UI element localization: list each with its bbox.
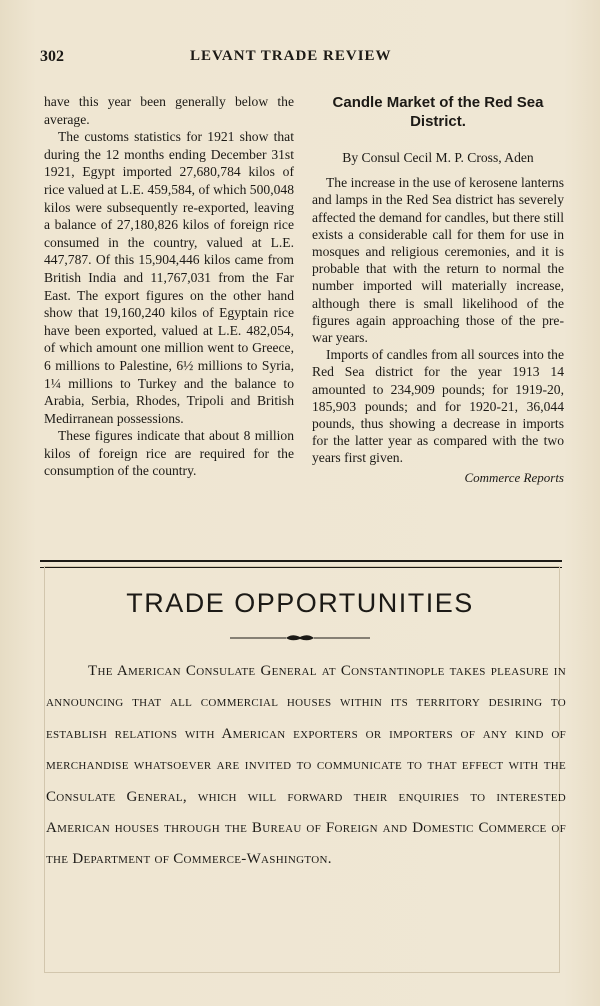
page-header	[40, 48, 560, 70]
ornament-divider-icon	[230, 628, 370, 648]
left-paragraph-2: The customs statistics for 1921 show that during the 12 months ending December 31st 1921, Egypt imported 27,680,784 kilos of rice valued at L.E. 459,584, of which 500,048 kilos were subsequently re-exported, leaving a balance of 27,180,826 kilos of foreign rice consumed in the country, valued at L.E. 447,787. Of this 15,904,446 kilos came from British India and 11,767,031 from the Far East. The export figures on the other hand show that 19,160,240 kilos of Egyptain rice have been exported, valued at L.E. 482,054, of which amount one million went to Greece, 6 millions to Palestine, 6½ millions to Syria, 1¼ millions to Turkey and the balance to Arabia, Serbia, Rhodes, Tripoli and British Medirranean possessions.	[44, 129, 294, 426]
page-number: 302	[40, 48, 64, 65]
left-paragraph-3: These figures indicate that about 8 million kilos of foreign rice are required for the consumption of the country.	[44, 428, 294, 479]
article-byline: By Consul Cecil M. P. Cross, Aden	[342, 150, 534, 165]
section-title: TRADE OPPORTUNITIES	[126, 588, 474, 618]
trade-notice	[46, 656, 566, 876]
left-paragraph-1: have this year been generally below the average.	[44, 94, 294, 127]
right-paragraph-2: Imports of candles from all sources into the Red Sea district for the year 1913 14 amounted to 234,909 pounds; for 1919-20, 185,903 pounds; and for 1920-21, 36,044 pounds, thus showing a decrease in imports for the latter year as compared with the two years first given.	[312, 347, 564, 466]
right-column	[312, 93, 564, 486]
article-source: Commerce Reports	[464, 469, 564, 485]
right-paragraph-1: The increase in the use of kerosene lanterns and lamps in the Red Sea district has severely affected the demand for candles, but there still exists a considerable call for them for use in mosques and religious ceremonies, and it is probable that with the return to normal the number imported will materially increase, although there is small likelihood of the figures again approaching those of the pre-war years.	[312, 175, 564, 346]
article-title: Candle Market of the Red Sea District.	[332, 94, 544, 130]
running-title: LEVANT TRADE REVIEW	[190, 48, 392, 64]
trade-notice-text: The American Consulate General at Constantinople takes pleasure in announcing that all commercial houses within its territory desiring to establish relations with American exporters or importers of any kind of merchandise whatsoever are invited to communicate to that effect with the Consulate General, which will forward their enquiries to interested American houses through the Bureau of Foreign and Domestic Commerce of the Department of Commerce-Washington.	[46, 663, 566, 868]
left-column	[44, 93, 294, 480]
